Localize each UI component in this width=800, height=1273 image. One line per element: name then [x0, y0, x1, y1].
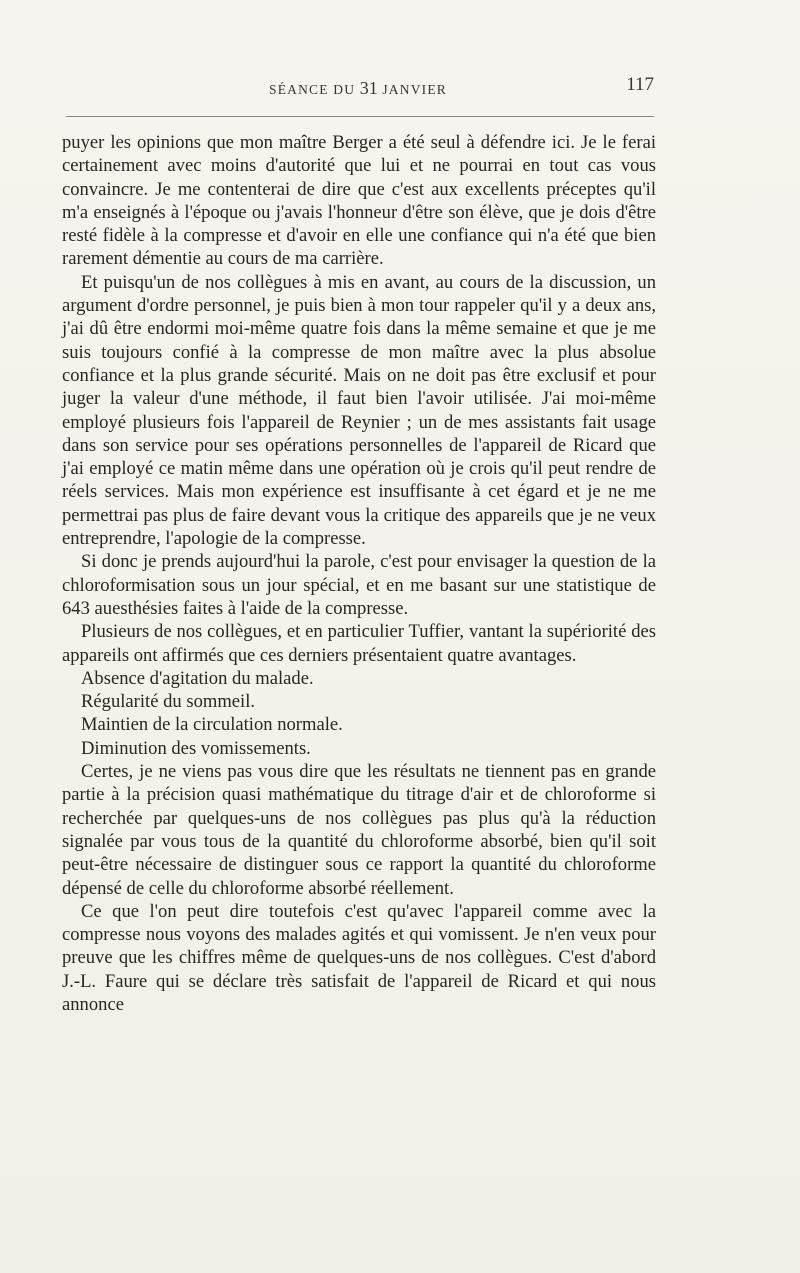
list-item: Diminution des vomissements.	[81, 737, 311, 759]
running-head-prefix: SÉANCE DU	[269, 82, 356, 97]
header-rule	[66, 116, 654, 117]
running-head-suffix: JANVIER	[382, 82, 447, 97]
paragraph: Certes, je ne viens pas vous dire que les résultats ne tiennent pas en grande partie à la précision quasi mathématique du titrage d'air et de chloroforme si recherchée par quelques-uns de nos collègues pas plus qu'à la réduction signalée par vous tous de la quantité du chloroforme absorbé, bien qu'il soit peut-être nécessaire de distinguer sous ce rapport la quantité du chloroforme dépensé de celle du chloroforme absorbé réellement.	[62, 761, 656, 899]
list-item: Maintien de la circulation normale.	[81, 714, 343, 736]
running-head	[62, 78, 654, 99]
page-header	[62, 74, 654, 102]
page-number: 117	[626, 74, 654, 95]
paragraph-continuation: puyer les opinions que mon maître Berger a été seul à défendre ici. Je le ferai certainement avec moins d'autorité que lui et ne pourrai en tout cas vous convaincre. Je me contenterai de dire que c'est aux excellents préceptes qu'il m'a enseignés à l'époque ou j'avais l'honneur d'être son élève, que je dois d'être resté fidèle à la compresse et d'avoir en elle une confiance qui n'a été que bien rarement démentie au cours de ma carrière.	[62, 132, 656, 270]
list-item: Absence d'agitation du malade.	[81, 667, 314, 689]
paragraph: Ce que l'on peut dire toutefois c'est qu'avec l'appareil comme avec la compresse nous voyons des malades agités et qui vomissent. Je n'en veux pour preuve que les chiffres même de quelques-uns de nos collègues. C'est d'abord J.-L. Faure qui se déclare très satisfait de l'appareil de Ricard et qui nous annonce	[62, 900, 656, 1015]
running-head-day: 31	[359, 78, 378, 98]
paragraph: Si donc je prends aujourd'hui la parole, c'est pour envisager la question de la chloroformisation sous un jour spécial, et en me basant sur une statistique de 643 auesthésies faites à l'aide de la compresse.	[62, 551, 656, 619]
paragraph: Et puisqu'un de nos collègues à mis en avant, au cours de la discussion, un argument d'ordre personnel, je puis bien à mon tour rappeler qu'il y a deux ans, j'ai dû être endormi moi-même quatre fois dans la même semaine et que je me suis toujours confié à la compresse de mon maître avec la plus absolue confiance et la plus grande sécurité. Mais on ne doit pas être exclusif et pour juger la valeur d'une méthode, il faut bien l'avoir utilisée. J'ai moi-même employé plusieurs fois l'appareil de Reynier ; un de mes assistants fait usage dans son service pour ses opérations personnelles de l'appareil de Ricard que j'ai employé ce matin même dans une opération où je crois qu'il peut rendre de réels services. Mais mon expérience est insuffisante à cet égard et je ne me permettrai pas plus de faire devant vous la critique des appareils que je ne veux entreprendre, l'apologie de la compresse.	[62, 271, 656, 550]
body-text	[62, 131, 656, 1016]
paragraph: Plusieurs de nos collègues, et en particulier Tuffier, vantant la supériorité des appareils ont affirmés que ces derniers présentaient quatre avantages.	[62, 621, 656, 666]
list-item: Régularité du sommeil.	[81, 691, 256, 713]
